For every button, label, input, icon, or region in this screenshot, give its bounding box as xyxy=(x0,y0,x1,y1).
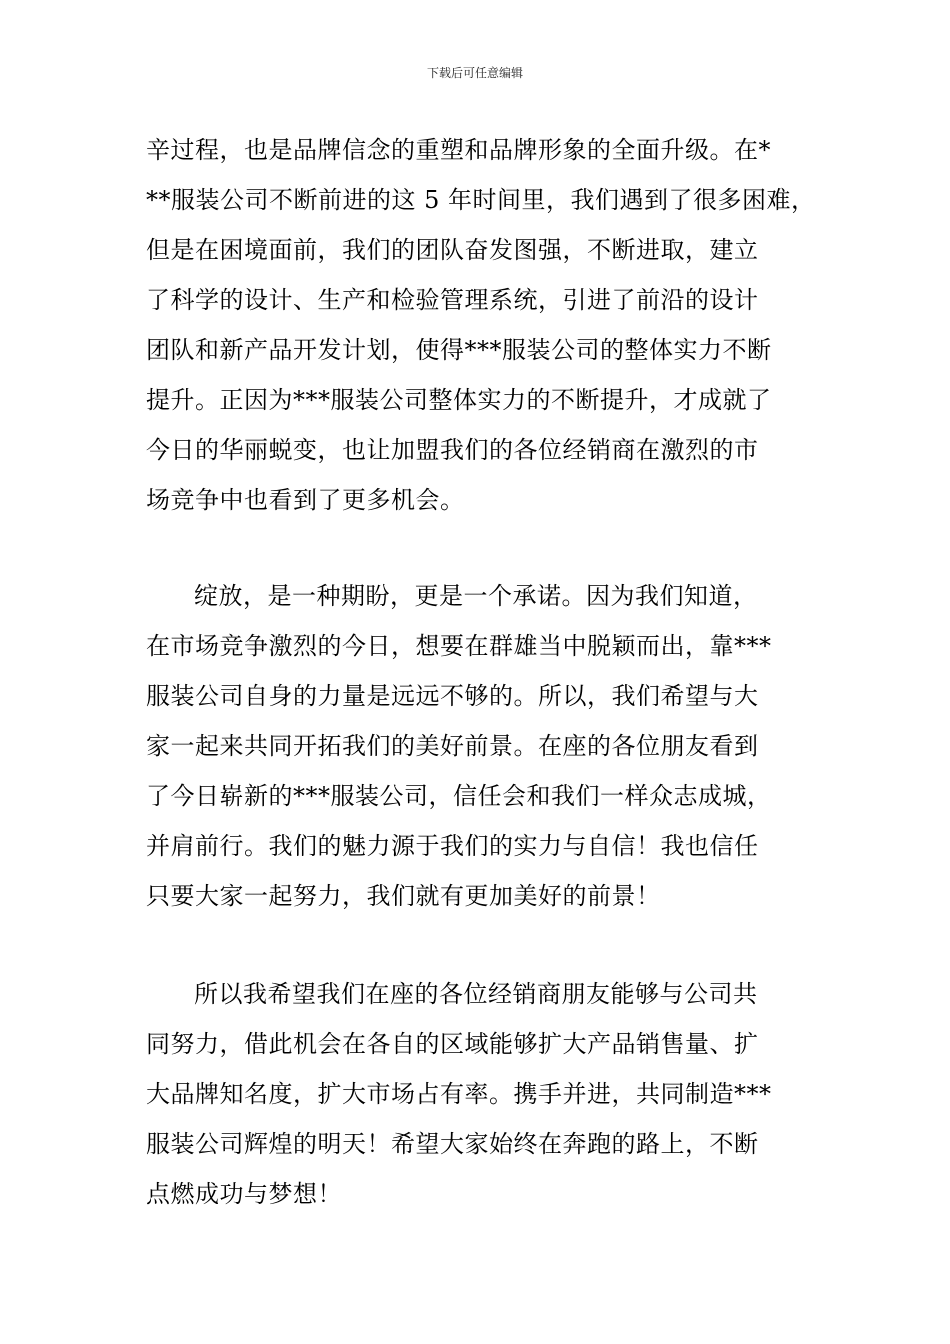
text-line: **服装公司不断前进的这 5 年时间里，我们遇到了很多困难， xyxy=(146,186,816,214)
text-line: 大品牌知名度，扩大市场占有率。携手并进，共同制造*** xyxy=(146,1080,772,1108)
text-line: 场竞争中也看到了更多机会。 xyxy=(146,486,465,514)
text-line: 服装公司辉煌的明天！希望大家始终在奔跑的路上，不断 xyxy=(146,1130,759,1158)
text-line: 今日的华丽蜕变，也让加盟我们的各位经销商在激烈的市 xyxy=(146,436,759,464)
text-line: 同努力，借此机会在各自的区域能够扩大产品销售量、扩 xyxy=(146,1030,759,1058)
page-header: 下载后可任意编辑 xyxy=(426,66,523,80)
text-line: 辛过程，也是品牌信念的重塑和品牌形象的全面升级。在* xyxy=(146,136,771,164)
text-line: 在市场竞争激烈的今日，想要在群雄当中脱颖而出，靠*** xyxy=(146,632,772,660)
text-line: 点燃成功与梦想！ xyxy=(146,1180,342,1208)
text-line: 绽放，是一种期盼，更是一个承诺。因为我们知道， xyxy=(194,582,758,610)
text-line: 家一起来共同开拓我们的美好前景。在座的各位朋友看到 xyxy=(146,732,759,760)
text-line: 只要大家一起努力，我们就有更加美好的前景！ xyxy=(146,882,661,910)
text-line: 服装公司自身的力量是远远不够的。所以，我们希望与大 xyxy=(146,682,759,710)
text-line: 所以我希望我们在座的各位经销商朋友能够与公司共 xyxy=(194,980,758,1008)
text-line: 但是在困境面前，我们的团队奋发图强，不断进取，建立 xyxy=(146,236,759,264)
text-line: 并肩前行。我们的魅力源于我们的实力与自信！我也信任 xyxy=(146,832,759,860)
text-line: 了科学的设计、生产和检验管理系统，引进了前沿的设计 xyxy=(146,286,759,314)
text-line: 提升。正因为***服装公司整体实力的不断提升，才成就了 xyxy=(146,386,772,414)
text-line: 了今日崭新的***服装公司，信任会和我们一样众志成城， xyxy=(146,782,772,810)
text-line: 团队和新产品开发计划，使得***服装公司的整体实力不断 xyxy=(146,336,772,364)
